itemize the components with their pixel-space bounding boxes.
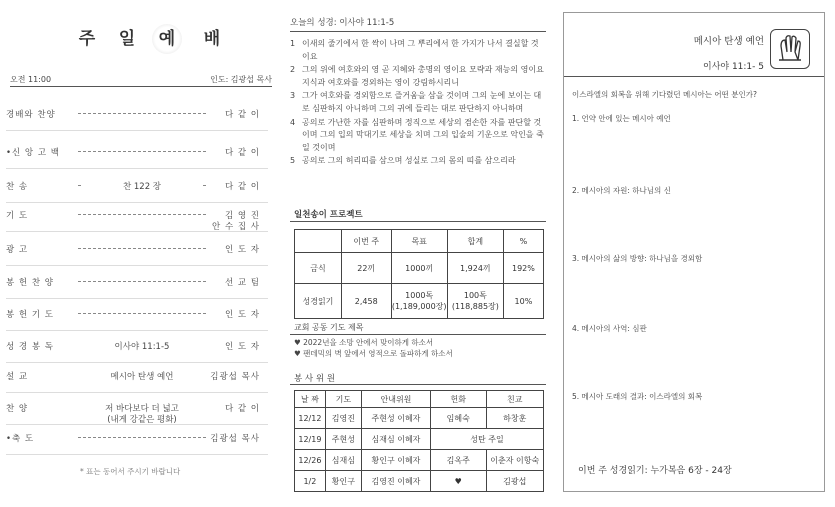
order-who: 선 교 팀 <box>224 278 260 288</box>
table-cell: 주현성 이혜자 <box>361 408 430 429</box>
table-header-row <box>295 391 544 408</box>
title-char: 주 <box>78 29 96 49</box>
standing-note: * 표는 동어서 주시기 바랍니다 <box>80 467 181 476</box>
table-cell: 심재심 이혜자 <box>361 429 430 450</box>
sermon-point: 5. 메시아 도래의 결과: 이스라엘의 회복 <box>572 392 703 401</box>
divider <box>290 384 546 385</box>
service-title: 봉 사 위 원 <box>294 374 335 384</box>
table-cell: 12/26 <box>295 450 326 471</box>
table-row <box>295 253 544 284</box>
title-char: 일 <box>118 29 136 49</box>
leader-dots <box>78 437 206 438</box>
table-header-cell: 기도 <box>325 391 361 408</box>
order-who: 다 같 이 <box>224 182 260 192</box>
project-table <box>294 229 544 319</box>
verse-text: 공의로 그의 허리띠를 삼으며 성실로 그의 몸의 띠를 삼으리라 <box>302 156 516 166</box>
heart-icon: ♥ <box>294 338 304 347</box>
table-header-row <box>295 230 544 253</box>
sermon-question: 이스라엘의 회복을 위해 기다렸던 메시아는 어떤 분인가? <box>572 90 757 99</box>
verse-text: 이새의 줄기에서 한 싹이 나며 그 뿌리에서 한 가지가 나서 결실할 것이요 <box>302 39 539 61</box>
table-cell: 1000독 (1,189,000장) <box>391 284 447 319</box>
order-who: 인 도 자 <box>224 310 260 320</box>
project-title: 일천송이 프로젝트 <box>294 210 363 220</box>
praying-hands-icon <box>770 29 810 69</box>
worship-title <box>72 24 252 58</box>
order-detail: (내게 강같은 평화) <box>107 415 177 425</box>
table-header-cell: 친교 <box>486 391 543 408</box>
table-cell: 12/12 <box>295 408 326 429</box>
order-label: 경배와 찬양 <box>6 110 56 120</box>
bulletin-info-panel <box>282 0 552 507</box>
table-cell: 김영진 <box>325 408 361 429</box>
service-time: 오전 11:00 <box>10 75 52 84</box>
prayer-text: 2022년을 소망 안에서 맞이하게 하소서 <box>303 338 434 347</box>
verse <box>290 38 544 63</box>
table-cell: 황인구 <box>325 471 361 492</box>
prayer-item <box>294 337 544 348</box>
order-of-worship-panel <box>0 0 280 507</box>
order-detail: 찬 122 장 <box>82 180 202 192</box>
title-char: 예 <box>152 24 182 54</box>
row-divider <box>6 330 268 331</box>
order-label: •신 앙 고 백 <box>6 148 60 158</box>
service-meta <box>10 74 272 85</box>
verse-text: 그의 위에 여호와의 영 곧 지혜와 총명의 영이요 모략과 재능의 영이요 지식과 여호와를 경외하는 영이 강림하시리니 <box>302 65 544 87</box>
row-divider <box>6 392 268 393</box>
order-label: 성 경 봉 독 <box>6 342 54 352</box>
table-cell: 성탄 주일 <box>431 429 544 450</box>
order-who: 김 영 진 <box>224 211 260 221</box>
verse-number: 2 <box>290 65 296 75</box>
table-cell: 주현성 <box>325 429 361 450</box>
order-label: •축 도 <box>6 434 35 444</box>
row-divider <box>6 424 268 425</box>
row-divider <box>6 362 268 363</box>
weekly-reading: 이번 주 성경읽기: 누가복음 6장 - 24장 <box>578 466 732 476</box>
sermon-point: 2. 메시아의 자원: 하나님의 신 <box>572 186 671 195</box>
row-divider <box>6 298 268 299</box>
leader-dots <box>78 214 206 215</box>
row-divider <box>6 454 268 455</box>
heart-icon: ♥ <box>294 349 304 358</box>
order-detail: 이사야 11:1-5 <box>114 342 170 352</box>
sermon-point: 4. 메시아의 사역: 심판 <box>572 324 647 333</box>
verse <box>290 117 544 155</box>
table-header-cell: % <box>503 230 543 253</box>
table-header-cell: 날 짜 <box>295 391 326 408</box>
sermon-notes-panel <box>563 12 825 492</box>
scripture-verses <box>290 38 544 169</box>
table-row <box>295 408 544 429</box>
table-cell: ♥ <box>431 471 487 492</box>
order-label: 봉 헌 기 도 <box>6 310 54 320</box>
verse-number: 4 <box>290 117 296 127</box>
table-header-cell: 목표 <box>391 230 447 253</box>
order-label: 설 교 <box>6 372 29 382</box>
table-cell: 1/2 <box>295 471 326 492</box>
divider <box>564 76 824 77</box>
table-cell: 금식 <box>295 253 342 284</box>
table-cell: 심재심 <box>325 450 361 471</box>
order-label: 찬 송 <box>6 182 29 192</box>
prayer-list <box>294 337 544 359</box>
title-char: 배 <box>203 29 221 49</box>
sermon-point: 1. 언약 안에 있는 메시아 예언 <box>572 114 671 123</box>
verse <box>290 64 544 89</box>
divider <box>290 334 546 335</box>
sermon-title: 메시아 탄생 예언 <box>693 36 764 47</box>
order-label: 찬 양 <box>6 404 29 414</box>
order-detail: 메시아 탄생 예언 <box>110 372 174 382</box>
verse-text: 그가 여호와를 경외함으로 즐거움을 삼을 것이며 그의 눈에 보이는 대로 심판하지 아니하며 그의 귀에 들리는 대로 판단하지 아니하며 <box>302 91 542 113</box>
order-who: 김광섭 목사 <box>210 372 260 382</box>
order-label: 봉 헌 찬 양 <box>6 278 54 288</box>
verse-text: 공의로 가난한 자를 심판하며 정직으로 세상의 겸손한 자를 판단할 것이며 그의 입의 막대기로 세상을 치며 그의 입술의 기운으로 악인을 죽일 것이며 <box>302 117 544 152</box>
divider <box>290 221 546 222</box>
table-cell: 김옥주 <box>431 450 487 471</box>
row-divider <box>6 231 268 232</box>
row-divider <box>6 265 268 266</box>
leader-dots <box>78 313 206 314</box>
verse-number: 5 <box>290 156 296 166</box>
table-header-cell: 합계 <box>447 230 503 253</box>
order-who: 안 수 집 사 <box>212 222 260 232</box>
order-who: 인 도 자 <box>224 342 260 352</box>
table-header-cell: 이번 주 <box>341 230 391 253</box>
reading-title: 오늘의 성경: 이사야 11:1-5 <box>290 16 546 32</box>
table-cell: 22끼 <box>341 253 391 284</box>
order-who: 인 도 자 <box>224 245 260 255</box>
table-cell: 이춘자 이항숙 <box>486 450 543 471</box>
leader-dots <box>78 151 206 152</box>
table-cell: 12/19 <box>295 429 326 450</box>
table-header-cell: 헌화 <box>431 391 487 408</box>
leader-dots <box>78 113 206 114</box>
table-cell: 황인구 이혜자 <box>361 450 430 471</box>
order-who: 다 같 이 <box>224 148 260 158</box>
order-who: 다 같 이 <box>224 110 260 120</box>
order-label: 광 고 <box>6 245 29 255</box>
prayer-title: 교회 공동 기도 제목 <box>294 323 364 332</box>
table-cell: 1,924끼 <box>447 253 503 284</box>
table-cell: 하창훈 <box>486 408 543 429</box>
service-table <box>294 390 544 492</box>
sermon-passage: 이사야 11:1- 5 <box>703 62 764 72</box>
row-divider <box>6 130 268 131</box>
table-cell: 성경읽기 <box>295 284 342 319</box>
table-cell: 2,458 <box>341 284 391 319</box>
table-cell: 김영진 이혜자 <box>361 471 430 492</box>
order-detail: 저 바다보다 더 넓고 <box>105 404 179 414</box>
table-header-cell <box>295 230 342 253</box>
table-cell: 1000끼 <box>391 253 447 284</box>
table-cell: 김광섭 <box>486 471 543 492</box>
row-divider <box>6 202 268 203</box>
table-cell: 임혜숙 <box>431 408 487 429</box>
sermon-point: 3. 메시아의 삶의 방향: 하나님을 경외함 <box>572 254 703 263</box>
table-row <box>295 429 544 450</box>
prayer-text: 팬데믹의 벽 앞에서 영적으로 돌파하게 하소서 <box>303 349 453 358</box>
divider <box>10 86 272 87</box>
row-divider <box>6 168 268 169</box>
table-cell: 10% <box>503 284 543 319</box>
table-row <box>295 284 544 319</box>
service-leader: 인도: 김광섭 목사 <box>210 75 272 84</box>
prayer-item <box>294 348 544 359</box>
order-who: 김광섭 목사 <box>210 434 260 444</box>
table-row <box>295 471 544 492</box>
table-cell: 192% <box>503 253 543 284</box>
order-who: 다 같 이 <box>224 404 260 414</box>
verse-number: 3 <box>290 91 296 101</box>
leader-dots <box>78 281 206 282</box>
leader-dots <box>78 248 206 249</box>
order-label: 기 도 <box>6 211 29 221</box>
table-row <box>295 450 544 471</box>
table-cell: 100독 (118,885장) <box>447 284 503 319</box>
verse <box>290 155 544 168</box>
verse-number: 1 <box>290 39 296 48</box>
verse <box>290 90 544 115</box>
table-header-cell: 안내위원 <box>361 391 430 408</box>
